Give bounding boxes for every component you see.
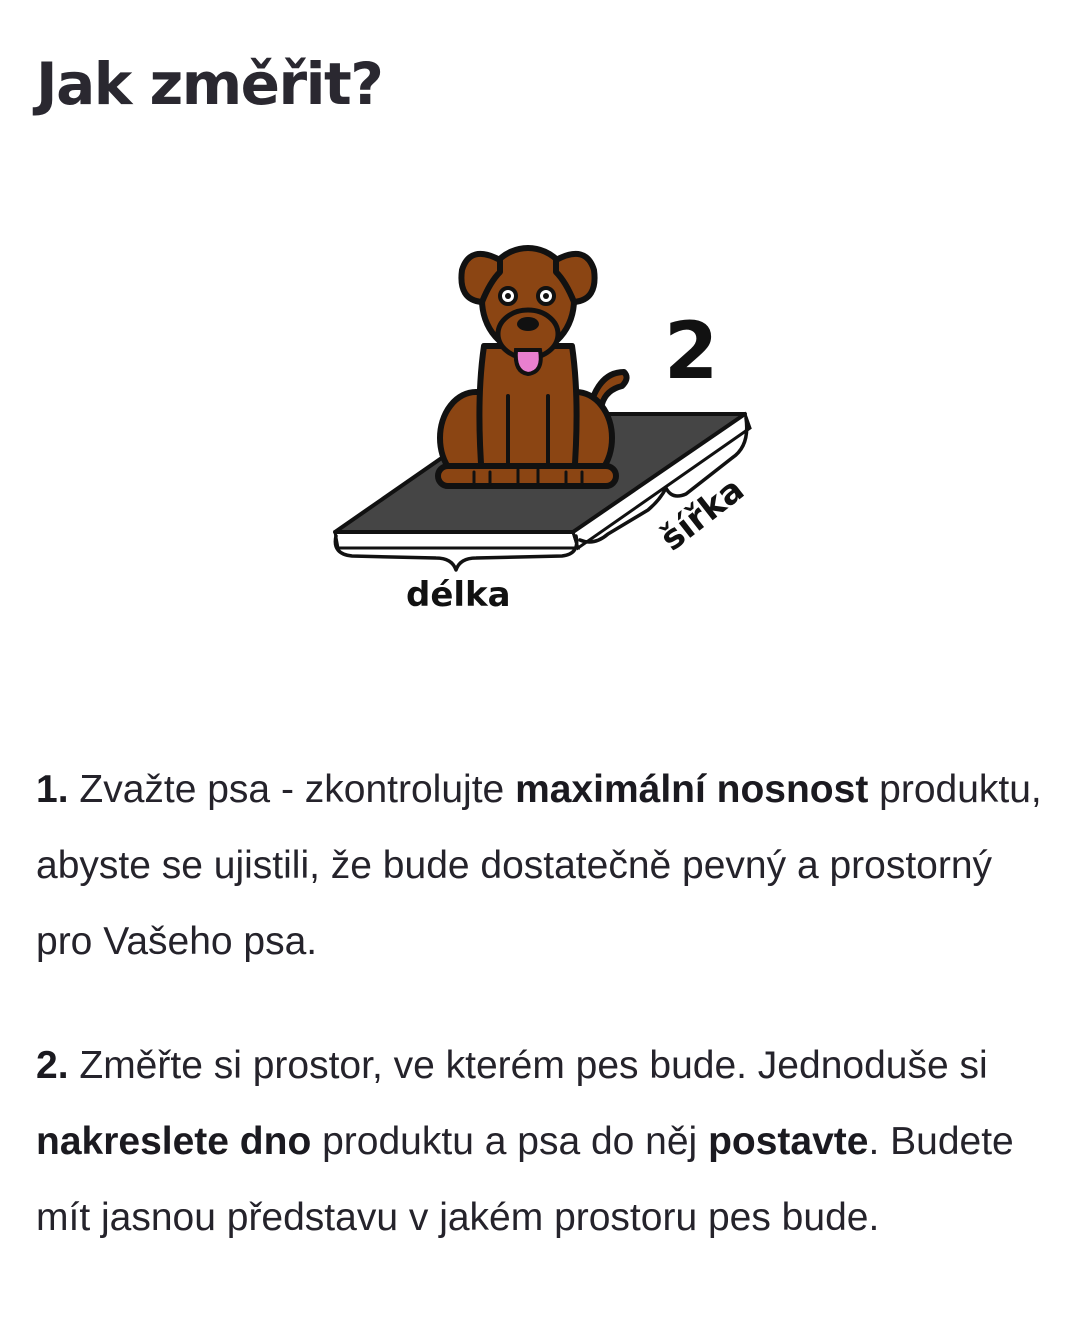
step-1-number: 1. xyxy=(36,768,69,811)
dog-on-mat-illustration xyxy=(0,200,1080,640)
length-label: délka xyxy=(406,575,511,615)
step-2-bold-b: postavte xyxy=(708,1120,869,1163)
step-2-number: 2. xyxy=(36,1044,69,1087)
step-1-text-a: Zvažte psa - zkontrolujte xyxy=(68,768,516,811)
step-2-text-c: . Budete mít jasnou představu v jakém prostoru pes bude. xyxy=(36,1120,1014,1239)
page-title: Jak změřit? xyxy=(36,50,383,118)
instructions xyxy=(36,752,1046,1304)
step-2-text-b: produktu a psa do něj xyxy=(311,1120,709,1163)
step-2-text-a: Změřte si prostor, ve kterém pes bude. Jednoduše si xyxy=(68,1044,988,1087)
width-label: šířka xyxy=(652,469,752,560)
step-number: 2 xyxy=(664,307,719,397)
instruction-step-1 xyxy=(36,752,1046,980)
step-2-bold-a: nakreslete dno xyxy=(36,1120,312,1163)
step-1-text-b: produktu, abyste se ujistili, že bude dostatečně pevný a prostorný pro Vašeho psa. xyxy=(36,768,1042,963)
instruction-step-2 xyxy=(36,1028,1046,1256)
step-1-bold-a: maximální nosnost xyxy=(515,768,869,811)
